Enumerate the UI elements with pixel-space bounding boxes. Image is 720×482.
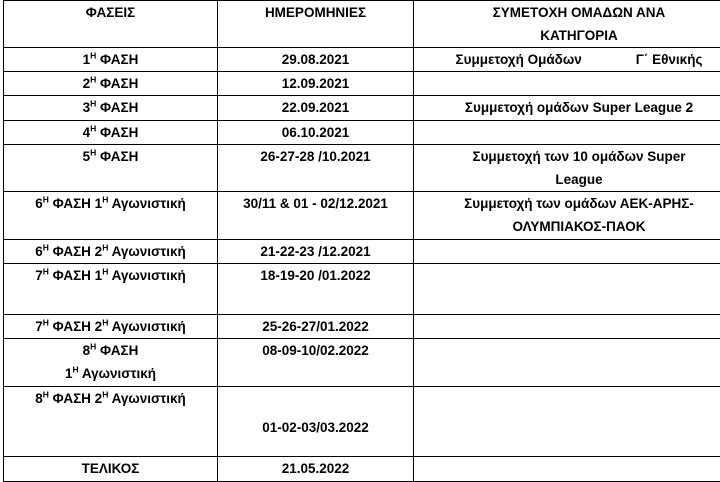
table-row [4,387,720,457]
table-row [4,457,720,482]
date-cell: 12.09.2021 [218,72,414,96]
table-row [4,339,720,387]
participation-cell [414,264,720,315]
date-cell: 22.09.2021 [218,96,414,121]
participation-cell: Συμμετοχή Ομάδων Γ΄ Εθνικής [414,48,720,72]
phase-cell: ΤΕΛΙΚΟΣ [4,457,218,482]
date-cell: 06.10.2021 [218,121,414,145]
participation-cell [414,387,720,457]
table-row [4,48,720,72]
date-cell: 08-09-10/02.2022 [218,339,414,387]
participation-cell [414,339,720,387]
date-cell: 26-27-28 /10.2021 [218,145,414,192]
table-row [4,192,720,240]
participation-cell [414,240,720,264]
participation-cell [414,72,720,96]
participation-cell: Συμμετοχή των ομάδων ΑΕΚ-ΑΡΗΣ- ΟΛΥΜΠΙΑΚΟΣ-ΠΑΟΚ [414,192,720,240]
table-row [4,240,720,264]
participation-cell: Συμμετοχή των 10 ομάδων Super League [414,145,720,192]
phase-cell: $8^H$ ΦΑΣΗ $2^H$ Αγωνιστική [4,387,218,457]
date-cell: 21-22-23 /12.2021 [218,240,414,264]
participation-cell [414,457,720,482]
header-participation: ΣΥΜΕΤΟΧΗ ΟΜΑΔΩΝ ΑΝΑ ΚΑΤΗΓΟΡΙΑ [414,1,720,48]
date-cell: 21.05.2022 [218,457,414,482]
phase-cell: $4^H$ ΦΑΣΗ [4,121,218,145]
phase-cell: $5^H$ ΦΑΣΗ [4,145,218,192]
table-row [4,315,720,339]
table-row [4,121,720,145]
header-phases: ΦΑΣΕΙΣ [4,1,218,48]
header-row [4,1,720,48]
table-row [4,145,720,192]
phase-cell: $6^H$ ΦΑΣΗ $2^H$ Αγωνιστική [4,240,218,264]
phase-cell: $2^H$ ΦΑΣΗ [4,72,218,96]
schedule-table [3,0,720,482]
phase-cell: $8^H$ ΦΑΣΗ $1^H$ Αγωνιστική [4,339,218,387]
phase-cell: $7^H$ ΦΑΣΗ $2^H$ Αγωνιστική [4,315,218,339]
phase-cell: $6^H$ ΦΑΣΗ $1^H$ Αγωνιστική [4,192,218,240]
phase-cell: $3^H$ ΦΑΣΗ [4,96,218,121]
phase-cell: $7^H$ ΦΑΣΗ $1^H$ Αγωνιστική [4,264,218,315]
table-row [4,264,720,315]
table-row [4,96,720,121]
participation-cell: Συμμετοχή ομάδων Super League 2 [414,96,720,121]
header-dates: ΗΜΕΡΟΜΗΝΙΕΣ [218,1,414,48]
phase-cell: $1^H$ ΦΑΣΗ [4,48,218,72]
date-cell: 29.08.2021 [218,48,414,72]
participation-cell [414,121,720,145]
date-cell: 01-02-03/03.2022 [218,387,414,457]
date-cell: 25-26-27/01.2022 [218,315,414,339]
date-cell: 18-19-20 /01.2022 [218,264,414,315]
table-row [4,72,720,96]
date-cell: 30/11 & 01 - 02/12.2021 [218,192,414,240]
participation-cell [414,315,720,339]
